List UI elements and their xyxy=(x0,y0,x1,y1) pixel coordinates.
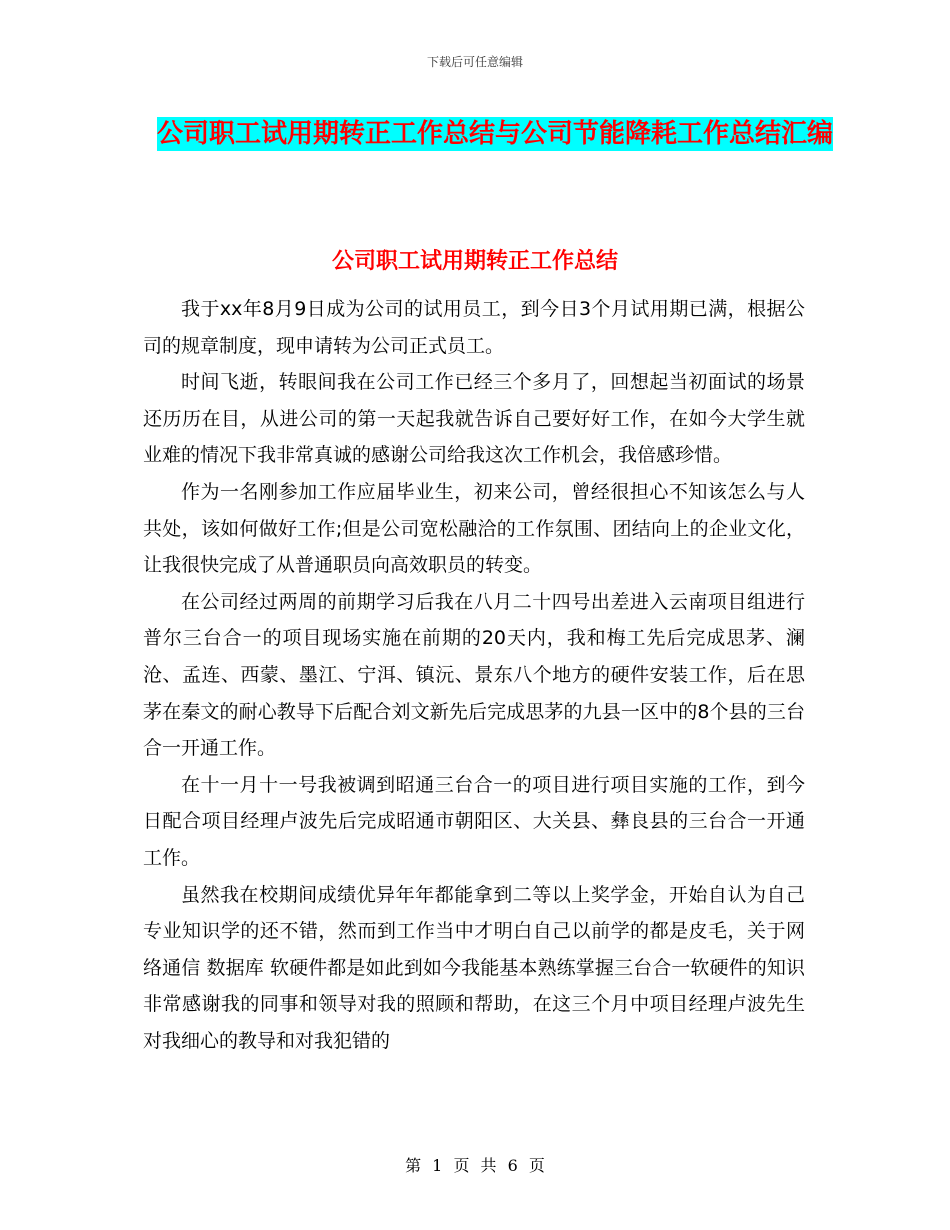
document-title-text: 公司职工试用期转正工作总结与公司节能降耗工作总结汇编 xyxy=(156,119,833,149)
paragraph: 在十一月十一号我被调到昭通三台合一的项目进行项目实施的工作，到今日配合项目经理卢波先后完成昭通市朝阳区、大关县、彝良县的三台合一开通工作。 xyxy=(143,773,805,869)
paragraph: 虽然我在校期间成绩优异年年都能拿到二等以上奖学金，开始自认为自己专业知识学的还不错，然而到工作当中才明白自己以前学的都是皮毛，关于网络通信 数据库 软硬件都是如此到如今我能基本熟练掌握三台合一软硬件的知识非常感谢我的同事和领导对我的照顾和帮助，在这三个月中项目经理卢波先生对我细心的教导和对我犯错的 xyxy=(143,883,805,1052)
document-body xyxy=(143,291,805,1059)
document-title xyxy=(140,108,850,160)
page-number-footer: 第 1 页 共 6 页 xyxy=(405,1156,545,1175)
paragraph: 作为一名刚参加工作应届毕业生，初来公司，曾经很担心不知该怎么与人共处，该如何做好工作;但是公司宽松融洽的工作氛围、团结向上的企业文化，让我很快完成了从普通职员向高效职员的转变。 xyxy=(143,480,805,577)
paragraph: 时间飞逝，转眼间我在公司工作已经三个多月了，回想起当初面试的场景还历历在目，从进公司的第一天起我就告诉自己要好好工作，在如今大学生就业难的情况下我非常真诚的感谢公司给我这次工作机会，我倍感珍惜。 xyxy=(143,371,805,467)
section-title: 公司职工试用期转正工作总结 xyxy=(331,249,618,274)
header-note: 下载后可任意编辑 xyxy=(426,55,523,69)
paragraph: 我于xx年8月9日成为公司的试用员工，到今日3个月试用期已满，根据公司的规章制度，现申请转为公司正式员工。 xyxy=(143,298,805,357)
paragraph: 在公司经过两周的前期学习后我在八月二十四号出差进入云南项目组进行普尔三台合一的项目现场实施在前期的20天内，我和梅工先后完成思茅、澜沧、孟连、西蒙、墨江、宁洱、镇沅、景东八个地方的硬件安装工作，后在思茅在秦文的耐心教导下后配合刘文新先后完成思茅的九县一区中的8个县的三台合一开通工作。 xyxy=(143,590,805,760)
